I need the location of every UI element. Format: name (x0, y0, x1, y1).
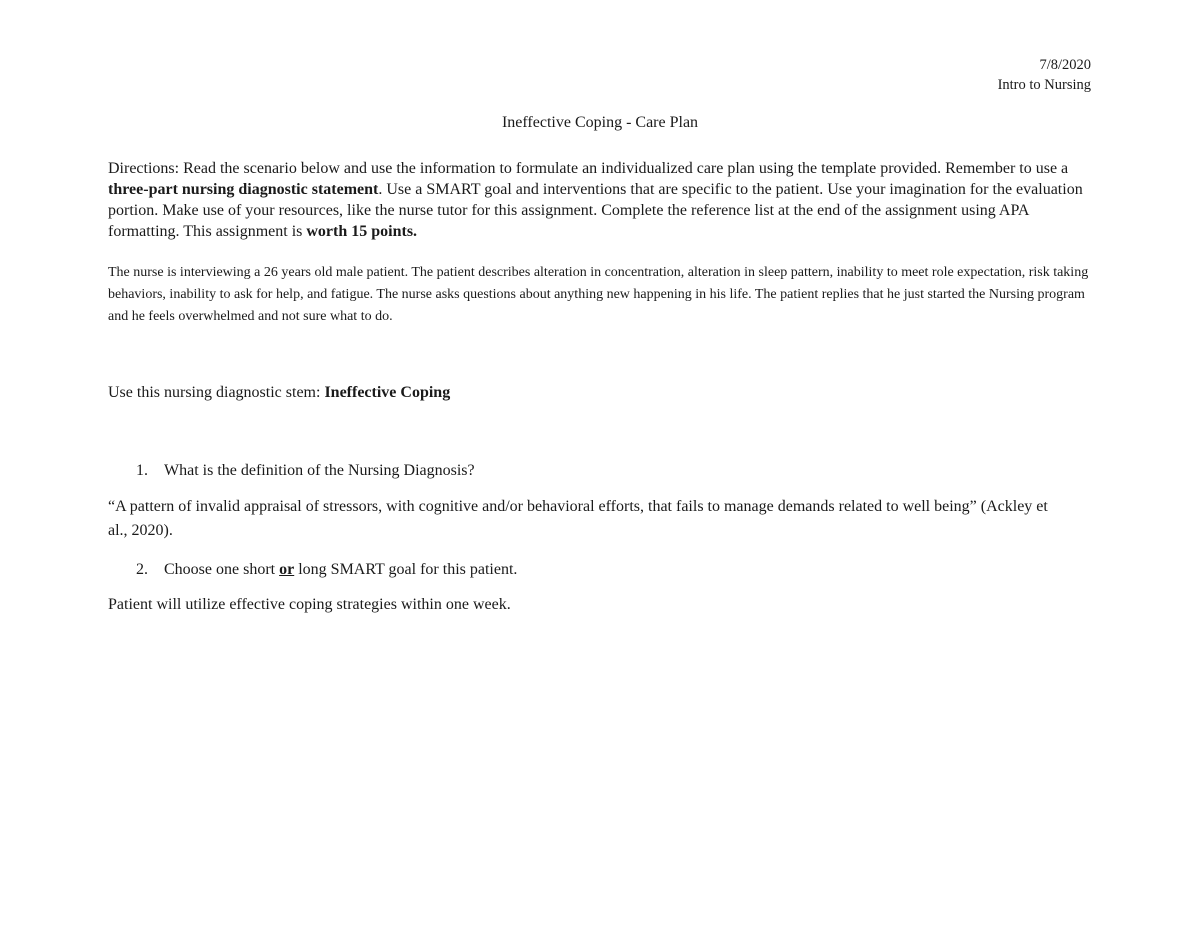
question-2-text-after: long SMART goal for this patient. (294, 561, 518, 578)
stem-prefix: Use this nursing diagnostic stem: (108, 384, 325, 401)
question-1-number: 1. (136, 462, 148, 479)
answer-2: Patient will utilize effective coping strategies within one week. (108, 596, 511, 613)
diagnostic-stem (108, 383, 450, 403)
directions-text-1: Directions: Read the scenario below and use the information to formulate an individualized care plan using the template provided. Remember to use a (108, 160, 1069, 177)
document-header (998, 55, 1091, 95)
document-title: Ineffective Coping - Care Plan (501, 114, 699, 131)
question-1-text: What is the definition of the Nursing Diagnosis? (164, 462, 475, 479)
question-2 (136, 560, 517, 580)
directions-bold-statement: three-part nursing diagnostic statement (108, 181, 379, 198)
question-2-text-before: Choose one short (164, 561, 280, 578)
scenario-paragraph: The nurse is interviewing a 26 years old male patient. The patient describes alteration in concentration, alteration in sleep pattern, inability to meet role expectation, risk taking behaviors, inability to ask for help, and fatigue. The nurse asks questions about anything new happening in his life. The patient replies that he just started the Nursing program and he feels overwhelmed and not sure what to do. (108, 265, 1089, 324)
directions-text-2: . Use a SMART goal and interventions that are specific to the patient. Use your imagination for the evaluation portion. Make use of your resources, like the nurse tutor for this assignment. Complete the reference list at the end of the assignment using APA formatting. This assignment is (108, 181, 1083, 240)
header-course: Intro to Nursing (997, 77, 1091, 93)
question-2-emphasis: or (279, 561, 295, 578)
stem-diagnosis: Ineffective Coping (324, 384, 451, 401)
header-date: 7/8/2020 (1039, 57, 1091, 73)
question-1 (136, 461, 475, 481)
answer-1: “A pattern of invalid appraisal of stressors, with cognitive and/or behavioral efforts, that fails to manage demands related to well being” (Ackley et al., 2020). (108, 498, 1048, 539)
question-2-number: 2. (136, 561, 148, 578)
directions-bold-points: worth 15 points. (306, 223, 418, 240)
directions-paragraph (108, 158, 1098, 242)
